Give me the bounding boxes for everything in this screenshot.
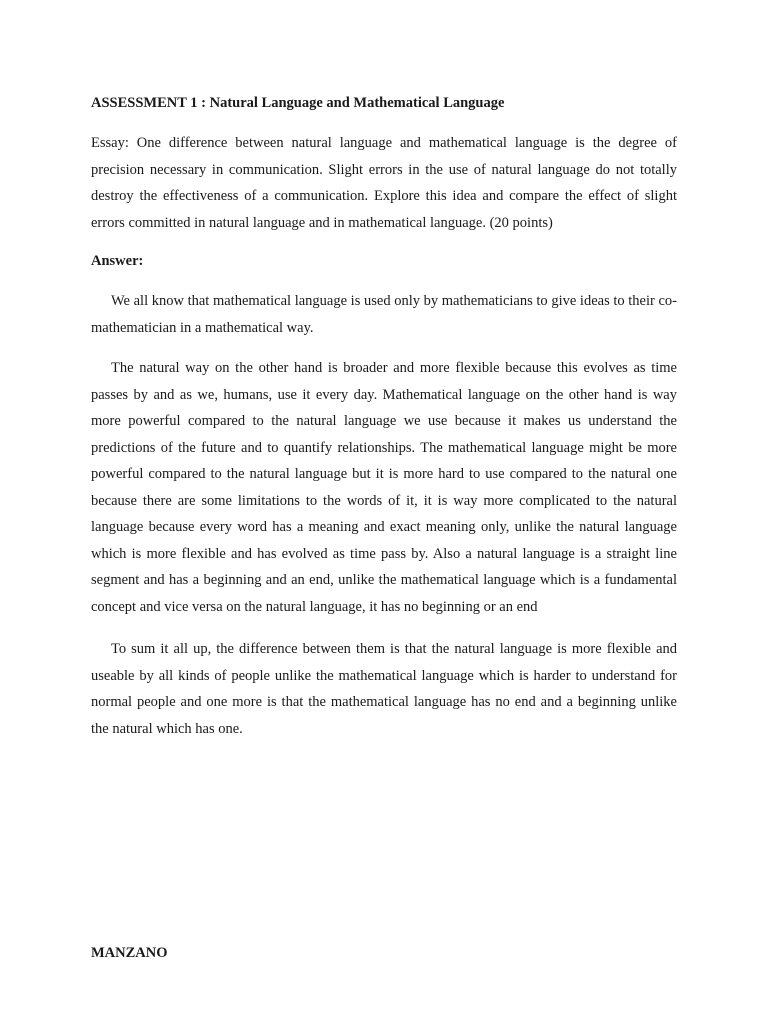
answer-paragraph-1: We all know that mathematical language is used only by mathematicians to give ideas to their co-mathematician in a mathematical way.: [91, 293, 677, 336]
document-title: ASSESSMENT 1 : Natural Language and Mathematical Language: [91, 95, 505, 111]
essay-prompt: Essay: One difference between natural language and mathematical language is the degree of precision necessary in communication. Slight errors in the use of natural language do not totally destroy the effectiveness of a communication. Explore this idea and compare the effect of slight errors committed in natural language and in mathematical language. (20 points): [91, 135, 677, 231]
author-name: MANZANO: [91, 945, 168, 961]
answer-paragraph-3: To sum it all up, the difference between them is that the natural language is more flexible and useable by all kinds of people unlike the mathematical language which is harder to understand for normal people and one more is that the mathematical language has no end and a beginning unlike the natural which has one.: [91, 641, 677, 737]
answer-paragraph-2: The natural way on the other hand is broader and more flexible because this evolves as time passes by and as we, humans, use it every day. Mathematical language on the other hand is way more powerful compared to the natural language we use because it makes us understand the predictions of the future and to quantify relationships. The mathematical language might be more powerful compared to the natural language but it is more hard to use compared to the natural one because there are some limitations to the words of it, it is way more complicated to the natural language because every word has a meaning and exact meaning only, unlike the natural language which is more flexible and has evolved as time pass by. Also a natural language is a straight line segment and has a beginning and an end, unlike the mathematical language which is a fundamental concept and vice versa on the natural language, it has no beginning or an end: [91, 360, 677, 615]
answer-label: Answer:: [91, 253, 144, 269]
